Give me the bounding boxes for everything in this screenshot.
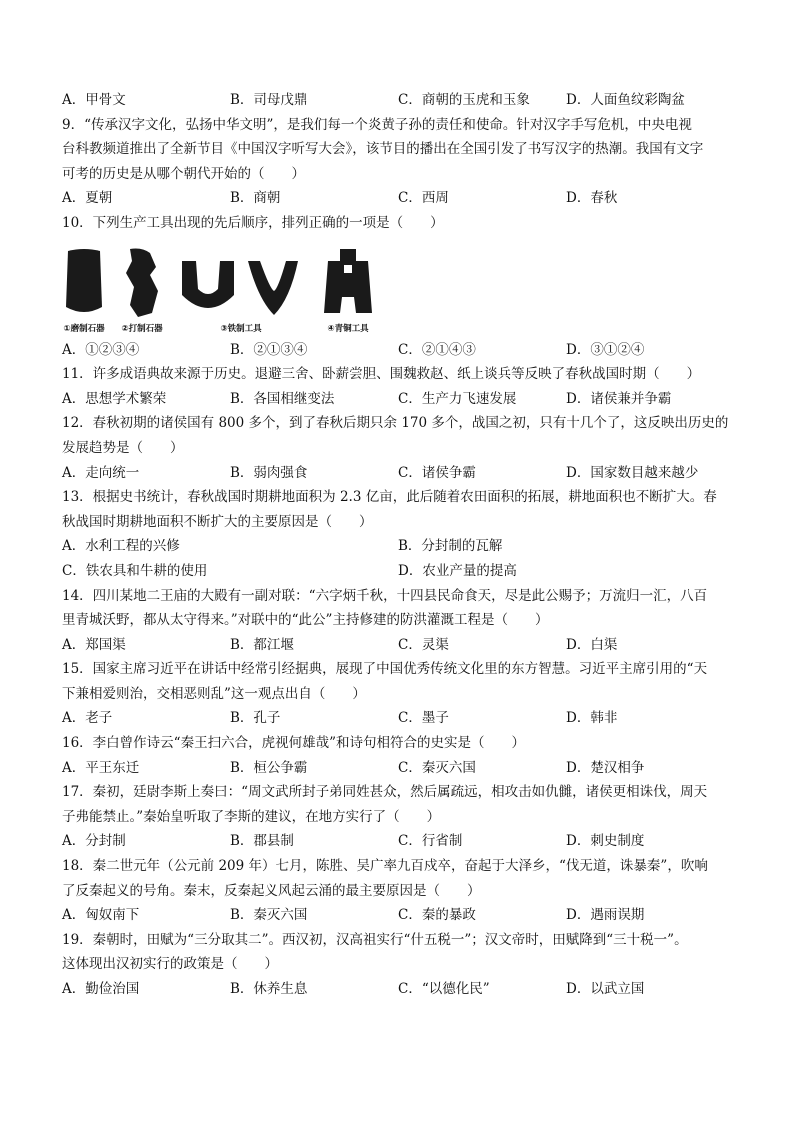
q13-option-c[interactable]: C．铁农具和牛耕的使用 bbox=[62, 562, 208, 579]
q18-stem-line-2: 了反秦起义的号角。秦末，反秦起义风起云涌的最主要原因是（ ） bbox=[62, 882, 481, 899]
q16-options bbox=[62, 756, 742, 781]
q18-options bbox=[62, 903, 742, 928]
question-12 bbox=[62, 411, 742, 485]
q16-stem: 16．李白曾作诗云“秦王扫六合，虎视何雄哉”和诗句相符合的史实是（ ） bbox=[62, 735, 525, 752]
q15-stem-line-2: 下兼相爱则治，交相恶则乱”这一观点出自（ ） bbox=[62, 685, 366, 702]
q12-stem-line-1: 12．春秋初期的诸侯国有 800 多个，到了春秋后期只余 170 多个，战国之初，只有十几个了，这反映出历史的 bbox=[62, 415, 729, 432]
question-11 bbox=[62, 362, 742, 411]
q8-option-a[interactable]: A．甲骨文 bbox=[62, 92, 126, 108]
q17-option-c[interactable]: C．行省制 bbox=[398, 833, 463, 850]
q17-stem-line-1: 17．秦初，廷尉李斯上奏曰：“周文武所封子弟同姓甚众，然后属疏远，相攻击如仇雠，诸侯更相诛伐，周天 bbox=[62, 784, 708, 801]
q10-image-4 bbox=[318, 247, 378, 334]
q19-options bbox=[62, 977, 742, 1002]
chipped-stone-tool-icon bbox=[120, 247, 164, 319]
q15-option-d[interactable]: D．韩非 bbox=[566, 710, 618, 727]
q10-option-c[interactable]: C．②①④③ bbox=[398, 341, 476, 358]
bronze-tool-icon bbox=[318, 247, 378, 319]
q19-stem-line-1: 19．秦朝时，田赋为“三分取其二”。西汉初，汉高祖实行“什五税一”；汉文帝时，田赋降到“三十税一”。 bbox=[62, 931, 688, 948]
question-14 bbox=[62, 584, 742, 658]
q18-stem-line-1: 18．秦二世元年（公元前 209 年）七月，陈胜、吴广率九百戍卒，奋起于大泽乡，“伐无道，诛暴秦”，吹响 bbox=[62, 858, 708, 875]
q9-option-c[interactable]: C．西周 bbox=[398, 190, 449, 207]
q11-option-a[interactable]: A．思想学术繁荣 bbox=[62, 390, 167, 407]
q14-options bbox=[62, 633, 742, 658]
q12-option-d[interactable]: D．国家数目越来越少 bbox=[566, 464, 699, 481]
q13-stem-line-2: 秋战国时期耕地面积不断扩大的主要原因是（ ） bbox=[62, 513, 373, 530]
q17-stem-line-2: 子弗能禁止。”秦始皇听取了李斯的建议，在地方实行了（ ） bbox=[62, 808, 441, 825]
q10-option-a[interactable]: A．①②③④ bbox=[62, 341, 140, 358]
q9-options bbox=[62, 186, 742, 211]
q17-option-b[interactable]: B．郡县制 bbox=[230, 833, 294, 850]
q19-option-b[interactable]: B．休养生息 bbox=[230, 981, 308, 997]
q13-option-a[interactable]: A．水利工程的兴修 bbox=[62, 538, 180, 555]
q15-option-b[interactable]: B．孔子 bbox=[230, 710, 281, 727]
q10-caption-2: ②打制石器 bbox=[121, 323, 163, 334]
q12-stem-line-2: 发展趋势是（ ） bbox=[62, 439, 184, 456]
q15-stem-line-1: 15．国家主席习近平在讲话中经常引经据典，展现了中国优秀传统文化里的东方智慧。习近平主席引用的“天 bbox=[62, 661, 708, 678]
q18-option-d[interactable]: D．遇雨误期 bbox=[566, 907, 645, 924]
q18-option-c[interactable]: C．秦的暴政 bbox=[398, 907, 476, 924]
question-18 bbox=[62, 854, 742, 928]
q12-option-b[interactable]: B．弱肉强食 bbox=[230, 464, 308, 481]
q15-option-c[interactable]: C．墨子 bbox=[398, 710, 449, 727]
exam-page bbox=[62, 88, 742, 1002]
q16-option-d[interactable]: D．楚汉相争 bbox=[566, 759, 645, 776]
q11-option-b[interactable]: B．各国相继变法 bbox=[230, 390, 335, 407]
q9-stem-line-2: 台科教频道推出了全新节目《中国汉字听写大会》，该节目的播出在全国引发了书写汉字的热潮。我国有文字 bbox=[62, 141, 704, 158]
q8-option-c[interactable]: C．商朝的玉虎和玉象 bbox=[398, 92, 530, 108]
q11-option-c[interactable]: C．生产力飞速发展 bbox=[398, 390, 517, 407]
q19-option-d[interactable]: D．以武立国 bbox=[566, 981, 645, 997]
q12-options bbox=[62, 461, 742, 486]
q10-stem: 10．下列生产工具出现的先后顺序，排列正确的一项是（ ） bbox=[62, 214, 444, 231]
q14-stem-line-2: 里青城沃野，都从太守得来。”对联中的“此公”主持修建的防洪灌溉工程是（ ） bbox=[62, 612, 549, 629]
q8-options bbox=[62, 88, 742, 113]
q13-option-b[interactable]: B．分封制的瓦解 bbox=[398, 538, 503, 555]
q17-option-d[interactable]: D．刺史制度 bbox=[566, 833, 645, 850]
q9-stem-line-1: 9．“传承汉字文化，弘扬中华文明”，是我们每一个炎黄子孙的责任和使命。针对汉字手写危机，中央电视 bbox=[62, 116, 692, 133]
q12-option-c[interactable]: C．诸侯争霸 bbox=[398, 464, 476, 481]
q10-caption-1: ①磨制石器 bbox=[63, 323, 105, 334]
iron-tool-icon bbox=[178, 255, 304, 319]
q14-option-a[interactable]: A．郑国渠 bbox=[62, 636, 126, 653]
q14-option-b[interactable]: B．都江堰 bbox=[230, 636, 294, 653]
q13-options-row-2 bbox=[62, 559, 742, 584]
q15-option-a[interactable]: A．老子 bbox=[62, 710, 113, 727]
q12-option-a[interactable]: A．走向统一 bbox=[62, 464, 140, 481]
q17-option-a[interactable]: A．分封制 bbox=[62, 833, 126, 850]
polished-stone-tool-icon bbox=[62, 247, 106, 319]
q18-option-b[interactable]: B．秦灭六国 bbox=[230, 907, 308, 924]
q8-option-b[interactable]: B．司母戊鼎 bbox=[230, 92, 308, 108]
question-19 bbox=[62, 928, 742, 1002]
question-17 bbox=[62, 780, 742, 854]
q14-stem-line-1: 14．四川某地二王庙的大殿有一副对联：“六字炳千秋，十四县民命食天，尽是此公赐予；万流归一汇，八百 bbox=[62, 587, 708, 604]
q10-image-1 bbox=[62, 247, 106, 334]
q17-options bbox=[62, 829, 742, 854]
q11-options bbox=[62, 387, 742, 412]
q16-option-c[interactable]: C．秦灭六国 bbox=[398, 759, 476, 776]
q10-caption-3: ③铁制工具 bbox=[220, 323, 262, 334]
q11-option-d[interactable]: D．诸侯兼并争霸 bbox=[566, 390, 672, 407]
q10-caption-4: ④青铜工具 bbox=[327, 323, 369, 334]
q9-stem-line-3: 可考的历史是从哪个朝代开始的（ ） bbox=[62, 165, 305, 182]
q10-options bbox=[62, 338, 742, 363]
q15-options bbox=[62, 706, 742, 731]
question-16 bbox=[62, 731, 742, 780]
q14-option-c[interactable]: C．灵渠 bbox=[398, 636, 449, 653]
q16-option-b[interactable]: B．桓公争霸 bbox=[230, 759, 308, 776]
q9-option-d[interactable]: D．春秋 bbox=[566, 190, 618, 207]
question-9 bbox=[62, 113, 742, 211]
q8-option-d[interactable]: D．人面鱼纹彩陶盆 bbox=[566, 92, 685, 108]
q13-stem-line-1: 13．根据史书统计，春秋战国时期耕地面积为 2.3 亿亩，此后随着农田面积的拓展，耕地面积也不断扩大。春 bbox=[62, 489, 717, 506]
q10-option-b[interactable]: B．②①③④ bbox=[230, 341, 308, 358]
q9-option-b[interactable]: B．商朝 bbox=[230, 190, 281, 207]
q11-stem: 11．许多成语典故来源于历史。退避三舍、卧薪尝胆、围魏救赵、纸上谈兵等反映了春秋战国时期（ ） bbox=[62, 366, 701, 383]
question-13 bbox=[62, 485, 742, 583]
q19-option-c[interactable]: C．“以德化民” bbox=[398, 981, 490, 997]
q16-option-a[interactable]: A．平王东迁 bbox=[62, 759, 140, 776]
q10-option-d[interactable]: D．③①②④ bbox=[566, 341, 645, 358]
q9-option-a[interactable]: A．夏朝 bbox=[62, 190, 113, 207]
q19-option-a[interactable]: A．勤俭治国 bbox=[62, 981, 140, 997]
question-15 bbox=[62, 657, 742, 731]
q19-stem-line-2: 这体现出汉初实行的政策是（ ） bbox=[62, 956, 278, 973]
q10-image-3 bbox=[178, 255, 304, 334]
q13-option-d[interactable]: D．农业产量的提高 bbox=[398, 562, 517, 579]
q10-image-2 bbox=[120, 247, 164, 334]
q10-tool-images bbox=[62, 242, 742, 334]
question-10 bbox=[62, 211, 742, 362]
q13-options-row-1 bbox=[62, 534, 742, 559]
q14-option-d[interactable]: D．白渠 bbox=[566, 636, 618, 653]
q18-option-a[interactable]: A．匈奴南下 bbox=[62, 907, 140, 924]
